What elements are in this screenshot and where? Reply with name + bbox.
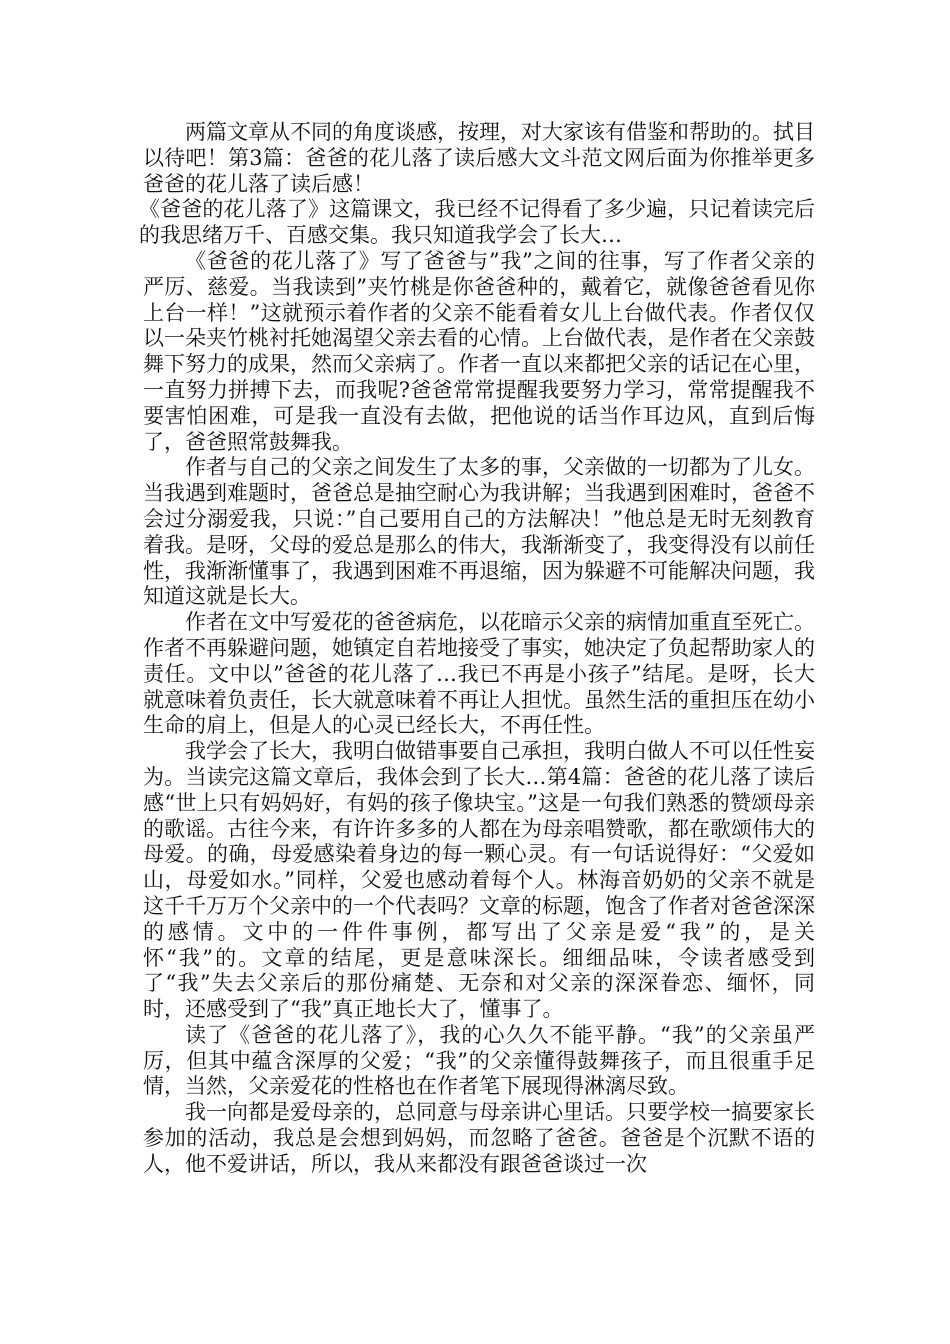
paragraph-7: 读了《爸爸的花儿落了》，我的心久久不能平静。“我”的父亲虽严厉，但其中蕴含深厚的父爱；“我”的父亲懂得鼓舞孩子，而且很重手足情，当然，父亲爱花的性格也在作者笔下展现得淋漓尽致。 — [143, 1022, 815, 1099]
paragraph-1: 两篇文章从不同的角度谈感，按理，对大家该有借鉴和帮助的。拭目以待吧！第3篇：爸爸的花儿落了读后感大文斗范文网后面为你推举更多爸爸的花儿落了读后感！ — [143, 120, 815, 196]
paragraph-5: 作者在文中写爱花的爸爸病危，以花暗示父亲的病情加重直至死亡。作者不再躲避问题，她镇定自若地接受了事实，她决定了负起帮助家人的责任。文中以”爸爸的花儿落了…我已不再是小孩子”结尾。是呀，长大就意味着负责任，长大就意味着不再让人担忧。虽然生活的重担压在幼小生命的肩上，但是人的心灵已经长大，不再任性。 — [143, 610, 815, 738]
paragraph-4: 作者与自己的父亲之间发生了太多的事，父亲做的一切都为了儿女。当我遇到难题时，爸爸总是抽空耐心为我讲解；当我遇到困难时，爸爸不会过分溺爱我，只说：”自己要用自己的方法解决！”他总是无时无刻教育着我。是呀，父母的爱总是那么的伟大，我渐渐变了，我变得没有以前任性，我渐渐懂事了，我遇到困难不再退缩，因为躲避不可能解决问题，我知道这就是长大。 — [143, 455, 815, 609]
paragraph-8: 我一向都是爱母亲的，总同意与母亲讲心里话。只要学校一搞要家长参加的活动，我总是会想到妈妈，而忽略了爸爸。爸爸是个沉默不语的人，他不爱讲话，所以，我从来都没有跟爸爸谈过一次 — [143, 1100, 815, 1176]
document-body — [139, 120, 815, 1178]
paragraph-3: 《爸爸的花儿落了》写了爸爸与”我”之间的往事，写了作者父亲的严厉、慈爱。当我读到”夹竹桃是你爸爸种的，戴着它，就像爸爸看见你上台一样！”这就预示着作者的父亲不能看着女儿上台做代表。作者仅仅以一朵夹竹桃衬托她渴望父亲去看的心情。上台做代表，是作者在父亲鼓舞下努力的成果，然而父亲病了。作者一直以来都把父亲的话记在心里，一直努力拼搏下去，而我呢?爸爸常常提醒我要努力学习，常常提醒我不要害怕困难，可是我一直没有去做，把他说的话当作耳边风，直到后悔了，爸爸照常鼓舞我。 — [143, 248, 815, 454]
paragraph-6: 我学会了长大，我明白做错事要自己承担，我明白做人不可以任性妄为。当读完这篇文章后，我体会到了长大…第4篇：爸爸的花儿落了读后感“世上只有妈妈好，有妈的孩子像块宝。”这是一句我们熟悉的赞颂母亲的歌谣。古往今来，有许许多多的人都在为母亲唱赞歌，都在歌颂伟大的母爱。的确，母爱感染着身边的每一颗心灵。有一句话说得好：“父爱如山，母爱如水。”同样，父爱也感动着每个人。林海音奶奶的父亲不就是这千千万万个父亲中的一个代表吗？文章的标题，饱含了作者对爸爸深深的感情。文中的一件件事例，都写出了父亲是爱“我”的，是关怀“我”的。文章的结尾，更是意味深长。细细品味，令读者感受到了“我”失去父亲后的那份痛楚、无奈和对父亲的深深眷恋、缅怀，同时，还感受到了“我”真正地长大了，懂事了。 — [143, 739, 815, 1022]
paragraph-2: 《爸爸的花儿落了》这篇课文，我已经不记得看了多少遍，只记着读完后的我思绪万千、百感交集。我只知道我学会了长大… — [139, 197, 815, 248]
